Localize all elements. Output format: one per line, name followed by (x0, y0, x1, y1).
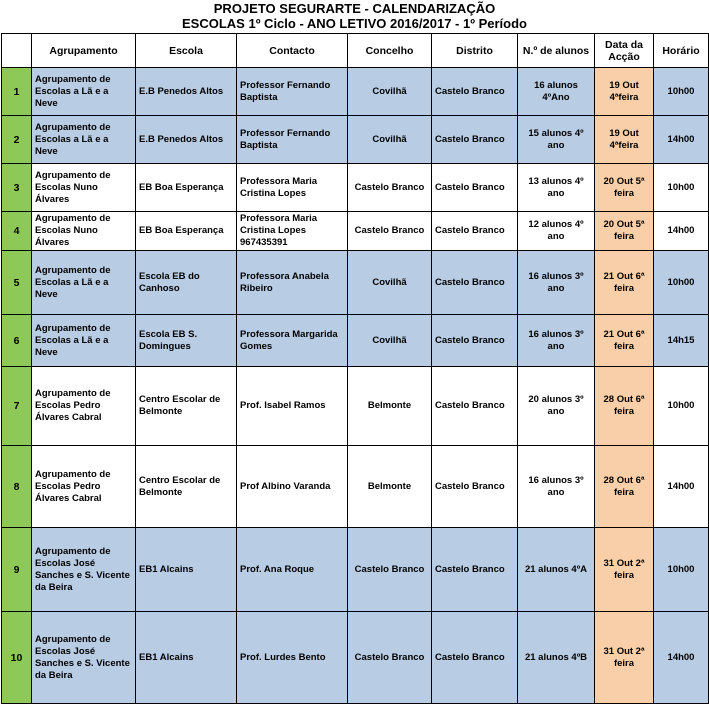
cell-concelho: Castelo Branco (348, 612, 432, 704)
cell-horario: 10h00 (654, 251, 709, 315)
table-row (2, 116, 709, 164)
cell-escola: Centro Escolar de Belmonte (136, 446, 237, 528)
cell-concelho: Castelo Branco (348, 164, 432, 212)
cell-escola: Centro Escolar de Belmonte (136, 367, 237, 446)
row-number: 5 (2, 251, 32, 315)
cell-contacto: Professor Fernando Baptista (237, 116, 348, 164)
cell-distrito: Castelo Branco (432, 68, 518, 116)
cell-horario: 14h00 (654, 116, 709, 164)
cell-contacto: Prof. Isabel Ramos (237, 367, 348, 446)
header-escola: Escola (136, 34, 237, 68)
cell-escola: EB1 Alcains (136, 612, 237, 704)
cell-data: 19 Out 4ªfeira (595, 68, 654, 116)
cell-escola: Escola EB do Canhoso (136, 251, 237, 315)
table-row (2, 251, 709, 315)
cell-horario: 14h15 (654, 315, 709, 367)
row-number: 2 (2, 116, 32, 164)
cell-horario: 14h00 (654, 612, 709, 704)
table-row (2, 68, 709, 116)
cell-concelho: Belmonte (348, 367, 432, 446)
cell-concelho: Castelo Branco (348, 528, 432, 612)
cell-contacto: Prof. Lurdes Bento (237, 612, 348, 704)
cell-escola: Escola EB S. Domingues (136, 315, 237, 367)
cell-horario: 10h00 (654, 528, 709, 612)
header-agrupamento: Agrupamento (32, 34, 136, 68)
cell-distrito: Castelo Branco (432, 367, 518, 446)
cell-distrito: Castelo Branco (432, 528, 518, 612)
header-distrito: Distrito (432, 34, 518, 68)
cell-agrupamento: Agrupamento de Escolas a Lã e a Neve (32, 68, 136, 116)
cell-alunos: 21 alunos 4ºA (518, 528, 595, 612)
cell-contacto: Professora Margarida Gomes (237, 315, 348, 367)
cell-alunos: 21 alunos 4ºB (518, 612, 595, 704)
cell-agrupamento: Agrupamento de Escolas Nuno Álvares (32, 164, 136, 212)
cell-agrupamento: Agrupamento de Escolas Pedro Álvares Cabral (32, 367, 136, 446)
cell-escola: EB Boa Esperança (136, 212, 237, 251)
cell-alunos: 16 alunos 3º ano (518, 251, 595, 315)
cell-escola: E.B Penedos Altos (136, 68, 237, 116)
cell-agrupamento: Agrupamento de Escolas José Sanches e S. Vicente da Beira (32, 528, 136, 612)
row-number: 3 (2, 164, 32, 212)
row-number: 4 (2, 212, 32, 251)
row-number: 7 (2, 367, 32, 446)
cell-data: 20 Out 5ª feira (595, 164, 654, 212)
table-row (2, 164, 709, 212)
cell-contacto: Prof Albino Varanda (237, 446, 348, 528)
cell-horario: 14h00 (654, 212, 709, 251)
table-row (2, 612, 709, 704)
cell-agrupamento: Agrupamento de Escolas a Lã e a Neve (32, 116, 136, 164)
table-row (2, 528, 709, 612)
title-line-2: ESCOLAS 1º Ciclo - ANO LETIVO 2016/2017 - 1º Período (182, 16, 527, 31)
cell-distrito: Castelo Branco (432, 251, 518, 315)
cell-horario: 10h00 (654, 68, 709, 116)
cell-escola: EB1 Alcains (136, 528, 237, 612)
cell-distrito: Castelo Branco (432, 446, 518, 528)
row-number: 6 (2, 315, 32, 367)
table-row (2, 446, 709, 528)
cell-data: 28 Out 6ª feira (595, 446, 654, 528)
cell-alunos: 20 alunos 3º ano (518, 367, 595, 446)
header-contacto: Contacto (237, 34, 348, 68)
cell-agrupamento: Agrupamento de Escolas Nuno Álvares (32, 212, 136, 251)
cell-concelho: Covilhã (348, 251, 432, 315)
cell-alunos: 16 alunos 3º ano (518, 446, 595, 528)
schedule-table (1, 33, 709, 704)
table-row (2, 315, 709, 367)
document-title (0, 0, 709, 31)
cell-concelho: Belmonte (348, 446, 432, 528)
cell-horario: 10h00 (654, 367, 709, 446)
cell-data: 28 Out 6ª feira (595, 367, 654, 446)
header-num (2, 34, 32, 68)
header-concelho: Concelho (348, 34, 432, 68)
header-data: Data da Acção (595, 34, 654, 68)
cell-alunos: 16 alunos 4ºAno (518, 68, 595, 116)
cell-alunos: 12 alunos 4º ano (518, 212, 595, 251)
cell-concelho: Covilhã (348, 315, 432, 367)
cell-data: 21 Out 6ª feira (595, 315, 654, 367)
title-line-1: PROJETO SEGURARTE - CALENDARIZAÇÃO (213, 1, 496, 16)
cell-alunos: 13 alunos 4º ano (518, 164, 595, 212)
cell-contacto: Prof. Ana Roque (237, 528, 348, 612)
cell-contacto: Professora Maria Cristina Lopes 967435391 (237, 212, 348, 251)
cell-escola: E.B Penedos Altos (136, 116, 237, 164)
row-number: 1 (2, 68, 32, 116)
cell-distrito: Castelo Branco (432, 315, 518, 367)
cell-contacto: Professora Maria Cristina Lopes (237, 164, 348, 212)
header-horario: Horário (654, 34, 709, 68)
header-row (2, 34, 709, 68)
cell-agrupamento: Agrupamento de Escolas a Lã e a Neve (32, 251, 136, 315)
cell-distrito: Castelo Branco (432, 612, 518, 704)
cell-contacto: Professor Fernando Baptista (237, 68, 348, 116)
cell-data: 20 Out 5ª feira (595, 212, 654, 251)
table-row (2, 367, 709, 446)
cell-horario: 10h00 (654, 164, 709, 212)
cell-data: 21 Out 6ª feira (595, 251, 654, 315)
cell-alunos: 15 alunos 4º ano (518, 116, 595, 164)
cell-agrupamento: Agrupamento de Escolas José Sanches e S. Vicente da Beira (32, 612, 136, 704)
cell-data: 31 Out 2ª feira (595, 612, 654, 704)
cell-distrito: Castelo Branco (432, 212, 518, 251)
cell-concelho: Castelo Branco (348, 212, 432, 251)
cell-contacto: Professora Anabela Ribeiro (237, 251, 348, 315)
row-number: 10 (2, 612, 32, 704)
cell-concelho: Covilhã (348, 68, 432, 116)
cell-agrupamento: Agrupamento de Escolas a Lã e a Neve (32, 315, 136, 367)
cell-agrupamento: Agrupamento de Escolas Pedro Álvares Cabral (32, 446, 136, 528)
cell-data: 19 Out 4ªfeira (595, 116, 654, 164)
cell-distrito: Castelo Branco (432, 164, 518, 212)
cell-concelho: Covilhã (348, 116, 432, 164)
row-number: 9 (2, 528, 32, 612)
cell-distrito: Castelo Branco (432, 116, 518, 164)
header-alunos: N.º de alunos (518, 34, 595, 68)
cell-horario: 14h00 (654, 446, 709, 528)
row-number: 8 (2, 446, 32, 528)
cell-data: 31 Out 2ª feira (595, 528, 654, 612)
cell-escola: EB Boa Esperança (136, 164, 237, 212)
table-row (2, 212, 709, 251)
cell-alunos: 16 alunos 3º ano (518, 315, 595, 367)
